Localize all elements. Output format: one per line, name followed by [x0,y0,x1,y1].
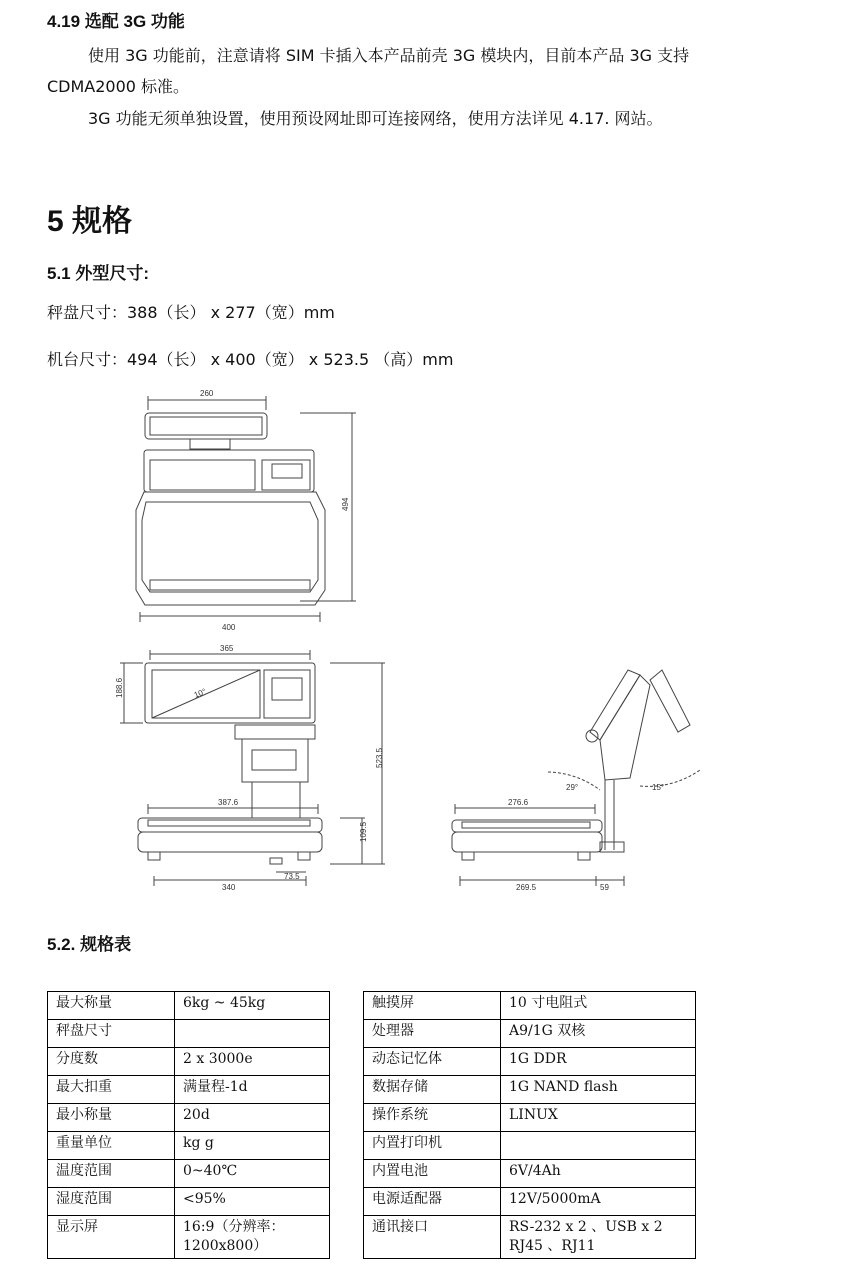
spec-table-left [47,991,330,1259]
table-row: 分度数 2 x 3000e [48,1048,330,1076]
table-row: 最小称量 20d [48,1104,330,1132]
dim-total-height: 523.5 [375,747,384,768]
table-row: 数据存储 1G NAND flash [364,1076,696,1104]
spec-table-right [363,991,696,1259]
dim-tilt-front: 15° [652,783,665,792]
paragraph-3g-line2: CDMA2000 标准。 [47,77,190,96]
table-row: 重量单位 kg g [48,1132,330,1160]
table-row: 动态记忆体 1G DDR [364,1048,696,1076]
dim-base-width: 400 [222,623,236,632]
paragraph-3g-setup: 3G 功能无须单独设置，使用预设网址即可连接网络，使用方法详见 4.17. 网站。 [88,109,663,128]
dim-pan-length: 387.6 [218,798,239,807]
section-heading-5-2: 5.2. 规格表 [47,935,132,954]
chapter-title: 5 规格 [47,205,133,238]
section-heading-5-1: 5.1 外型尺寸: [47,264,150,283]
side-view [452,670,700,886]
table-row: 湿度范围 <95% [48,1188,330,1216]
dim-head-height: 188.6 [115,677,124,698]
section-heading-4-19: 4.19 选配 3G 功能 [47,12,185,31]
dim-foot-span: 340 [222,883,236,892]
front-elevation-view [120,650,385,886]
table-row: 处理器 A9/1G 双核 [364,1020,696,1048]
dim-overall-height: 494 [341,497,350,511]
dim-side-pan: 276.6 [508,798,529,807]
paragraph-3g-line1: 使用 3G 功能前，注意请将 SIM 卡插入本产品前壳 3G 模块内，目前本产品 3G 支持 [88,46,690,65]
table-row: 最大扣重 满量程-1d [48,1076,330,1104]
dim-base-height: 109.5 [359,821,368,842]
table-row: 通讯接口 RS-232 x 2 、USB x 2 RJ45 、RJ11 [364,1216,696,1259]
dim-side-base: 269.5 [516,883,537,892]
body-size-text: 机台尺寸：494（长） x 400（宽） x 523.5 （高）mm [47,350,454,369]
table-row: 温度范围 0~40℃ [48,1160,330,1188]
table-row: 内置电池 6V/4Ah [364,1160,696,1188]
pan-size-text: 秤盘尺寸：388（长） x 277（宽）mm [47,303,335,322]
dim-display-angle: 10° [192,686,208,700]
table-row: 秤盘尺寸 [48,1020,330,1048]
front-view [136,396,356,622]
table-row: 最大称量 6kg ~ 45kg [48,992,330,1020]
dimension-drawings [0,380,860,900]
table-row: 触摸屏 10 寸电阻式 [364,992,696,1020]
table-row: 显示屏 16:9（分辨率： 1200x800） [48,1216,330,1259]
table-row: 操作系统 LINUX [364,1104,696,1132]
table-row: 内置打印机 [364,1132,696,1160]
dim-foot-offset: 73.5 [284,872,300,881]
table-row: 电源适配器 12V/5000mA [364,1188,696,1216]
dim-front-width: 365 [220,644,234,653]
dim-side-pole: 59 [600,883,609,892]
dim-top-width: 260 [200,389,214,398]
dim-tilt-back: 29° [566,783,579,792]
